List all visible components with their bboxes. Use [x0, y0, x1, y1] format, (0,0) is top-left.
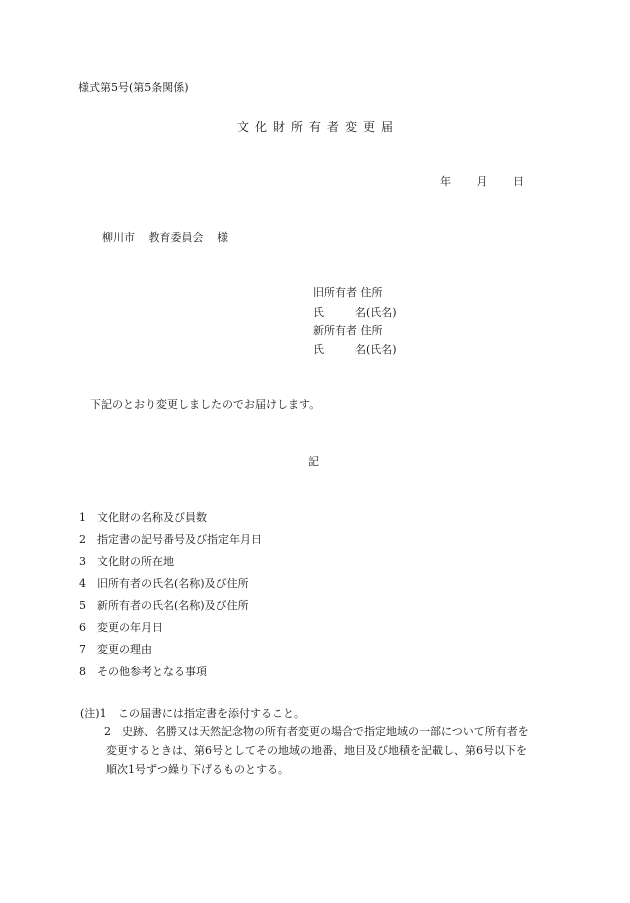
new-owner-address-label: 住所: [360, 324, 383, 337]
old-owner-address-row: [313, 287, 383, 298]
list-item-text: 文化財の所在地: [97, 555, 174, 568]
list-item-text: その他参考となる事項: [97, 665, 207, 678]
addressee-honorific: 様: [217, 231, 228, 244]
note-1: [80, 708, 305, 719]
addressee: [102, 232, 228, 243]
new-owner-address-row: [313, 325, 383, 336]
list-item: [79, 644, 152, 655]
list-item: [79, 534, 262, 545]
intro-text: 下記のとおり変更しましたのでお届けします。: [90, 398, 321, 411]
list-item-text: 新所有者の氏名(名称)及び住所: [97, 599, 249, 612]
date-day-label: 日: [513, 175, 524, 188]
addressee-board: 教育委員会: [148, 231, 204, 244]
note-2-number: 2: [104, 725, 111, 738]
list-item-text: 変更の理由: [97, 643, 152, 656]
new-owner-name-label-1: 氏: [313, 343, 324, 356]
new-owner-name-label-2: 名(氏名): [355, 343, 397, 356]
list-item-text: 文化財の名称及び員数: [97, 511, 207, 524]
old-owner-name-label-1: 氏: [313, 306, 324, 319]
list-item-text: 変更の年月日: [97, 621, 163, 634]
notes-tag: (注)1: [80, 707, 107, 720]
old-owner-address-label: 住所: [360, 286, 383, 299]
note-2: [104, 726, 529, 737]
date-year-label: 年: [440, 175, 451, 188]
list-item-number: 1: [79, 511, 86, 524]
old-owner-name-label-2: 名(氏名): [355, 306, 397, 319]
form-number: 様式第5号(第5条関係): [78, 81, 189, 94]
ki-heading: 記: [308, 455, 319, 468]
list-item-number: 8: [79, 665, 86, 678]
date-month-label: 月: [476, 175, 488, 188]
list-item-number: 2: [79, 533, 86, 546]
note-2-text-line-3: 順次1号ずつ繰り下げるものとする。: [106, 763, 289, 776]
list-item-number: 6: [79, 621, 86, 634]
list-item: [79, 666, 207, 677]
list-item: [79, 556, 174, 567]
addressee-city: 柳川市: [102, 231, 135, 244]
list-item-text: 旧所有者の氏名(名称)及び住所: [97, 577, 249, 590]
list-item-text: 指定書の記号番号及び指定年月日: [97, 533, 262, 546]
list-item-number: 3: [79, 555, 86, 568]
list-item: [79, 600, 249, 611]
new-owner-label: 新所有者: [313, 324, 357, 337]
note-2-text-line-1: 史跡、名勝又は天然記念物の所有者変更の場合で指定地域の一部について所有者を: [122, 725, 529, 738]
document-title: 文化財所有者変更届: [237, 120, 400, 134]
date-line: [440, 176, 524, 187]
note-2-text-line-2: 変更するときは、第6号としてその地域の地番、地目及び地積を記載し、第6号以下を: [106, 744, 527, 757]
new-owner-name-row: [313, 344, 397, 355]
list-item: [79, 578, 249, 589]
old-owner-name-row: [313, 307, 397, 318]
note-1-text: この届書には指定書を添付すること。: [118, 707, 305, 720]
list-item-number: 7: [79, 643, 86, 656]
list-item-number: 5: [79, 599, 86, 612]
list-item-number: 4: [79, 577, 86, 590]
list-item: [79, 622, 163, 633]
list-item: [79, 512, 207, 523]
old-owner-label: 旧所有者: [313, 286, 357, 299]
